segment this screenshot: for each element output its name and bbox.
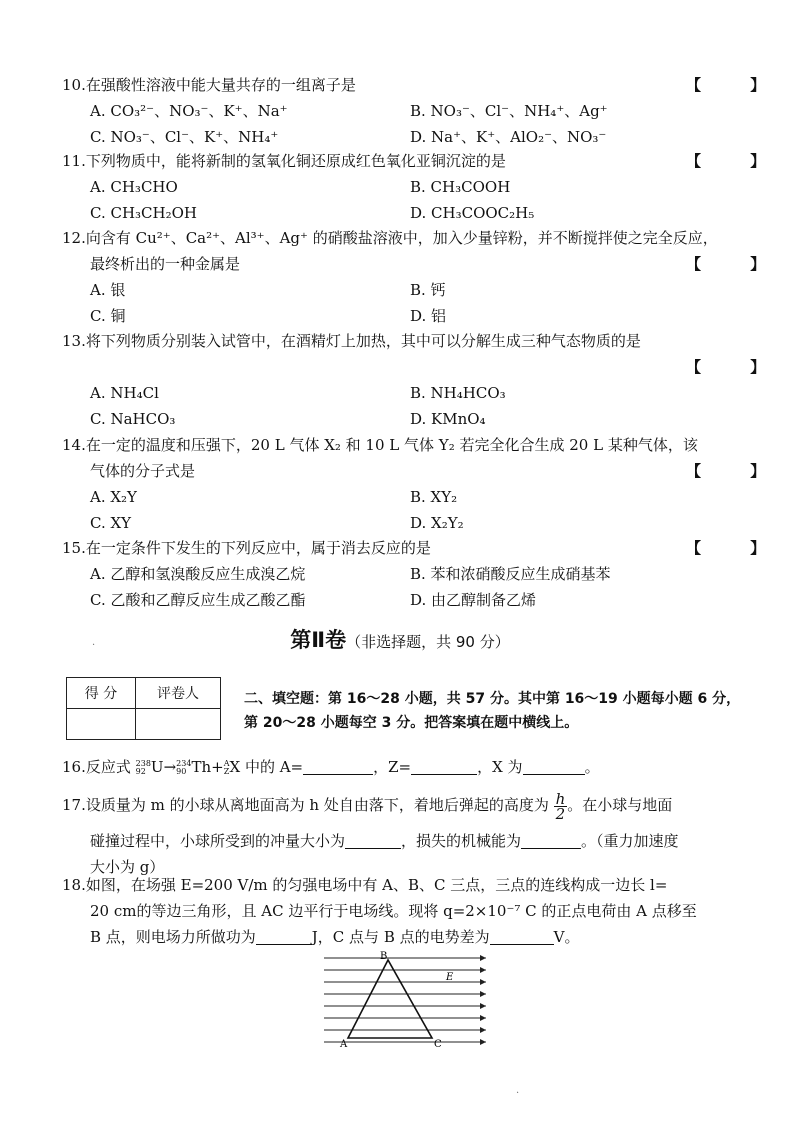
option-b[interactable]: B. 苯和浓硝酸反应生成硝基苯 <box>410 565 611 583</box>
option-a[interactable]: A. X₂Y <box>90 488 137 506</box>
question-stem: 15.在一定条件下发生的下列反应中，属于消去反应的是 <box>62 539 431 557</box>
question-stem-continued: 最终析出的一种金属是 <box>90 255 241 273</box>
question-stem: 10.在强酸性溶液中能大量共存的一组离子是 <box>62 76 356 94</box>
option-c[interactable]: C. 乙酸和乙醇反应生成乙酸乙酯 <box>90 591 306 609</box>
option-c[interactable]: C. XY <box>90 514 132 532</box>
question-stem: 12.向含有 Cu²⁺、Ca²⁺、Al³⁺、Ag⁺ 的硝酸盐溶液中，加入少量锌粉，并不断搅拌使之完全反应， <box>62 229 718 247</box>
section-heading: 第Ⅱ卷 <box>290 628 347 652</box>
section-instructions: 二、填空题：第 16～28 小题，共 57 分。其中第 16～19 小题每小题 6 分，第 20～28 小题每空 3 分。把答案填在题中横线上。 <box>244 691 741 731</box>
option-b[interactable]: B. XY₂ <box>410 488 458 506</box>
section-title <box>0 624 800 654</box>
question-12 <box>62 225 788 329</box>
answer-blank-x[interactable] <box>523 758 585 775</box>
score-cell[interactable] <box>67 709 136 740</box>
x-nuclide: A Z <box>223 759 230 776</box>
answer-bracket[interactable]: 【 】 <box>686 76 788 94</box>
question-11 <box>62 148 788 226</box>
option-a[interactable]: A. 乙醇和氢溴酸反应生成溴乙烷 <box>90 565 306 583</box>
option-d[interactable]: D. KMnO₄ <box>410 410 486 428</box>
question-18: 18.如图，在场强 E=200 V/m 的匀强电场中有 A、B、C 三点，三点的连线构成一边长 l= 20 cm的等边三角形，且 AC 边平行于电场线。现将 q=2×10⁻⁷ C 的正点电荷由 A 点移至 B 点，则电场力所做功为 J，C 点与 B 点的电势差为 V。 <box>62 876 697 946</box>
point-b-label: B <box>380 951 388 962</box>
option-d[interactable]: D. 由乙醇制备乙烯 <box>410 591 537 609</box>
answer-blank-work[interactable] <box>256 928 312 945</box>
question-16: 16.反应式 238 92 U→ 234 90 Th+ A Z X 中的 A= ，Z= ，X 为 。 <box>62 758 600 776</box>
question-10 <box>62 72 788 150</box>
uranium-nuclide: 238 92 <box>135 759 151 776</box>
option-c[interactable]: C. NO₃⁻、Cl⁻、K⁺、NH₄⁺ <box>90 128 279 146</box>
grader-cell[interactable] <box>136 709 221 740</box>
answer-blank-impulse[interactable] <box>345 832 401 849</box>
option-b[interactable]: B. NH₄HCO₃ <box>410 384 506 402</box>
option-c[interactable]: C. NaHCO₃ <box>90 410 176 428</box>
option-a[interactable]: A. CO₃²⁻、NO₃⁻、K⁺、Na⁺ <box>90 102 288 120</box>
fraction-h-over-2: $\frac{h}{2}$ <box>555 789 566 823</box>
field-e-label: E <box>446 972 454 983</box>
arrow-icon: → <box>163 758 177 776</box>
answer-bracket[interactable]: 【 】 <box>686 255 788 273</box>
question-13 <box>62 328 788 432</box>
score-label: 得 分 <box>67 678 136 709</box>
option-a[interactable]: A. 银 <box>90 281 126 299</box>
option-d[interactable]: D. CH₃COOC₂H₅ <box>410 204 535 222</box>
answer-blank-z[interactable] <box>411 758 477 775</box>
answer-bracket[interactable]: 【 】 <box>686 152 788 170</box>
answer-bracket[interactable]: 【 】 <box>686 462 788 480</box>
option-b[interactable]: B. 钙 <box>410 281 446 299</box>
electric-field-diagram <box>318 950 493 1050</box>
question-14 <box>62 432 788 536</box>
point-c-label: C <box>434 1039 442 1050</box>
option-b[interactable]: B. CH₃COOH <box>410 178 511 196</box>
option-d[interactable]: D. X₂Y₂ <box>410 514 464 532</box>
answer-blank-energy[interactable] <box>521 832 581 849</box>
option-a[interactable]: A. NH₄Cl <box>90 384 159 402</box>
option-c[interactable]: C. CH₃CH₂OH <box>90 204 197 222</box>
answer-bracket[interactable]: 【 】 <box>686 539 788 557</box>
score-table <box>66 677 221 740</box>
question-stem: 11.下列物质中，能将新制的氢氧化铜还原成红色氧化亚铜沉淀的是 <box>62 152 506 170</box>
equilateral-triangle <box>348 960 432 1038</box>
option-d[interactable]: D. 铝 <box>410 307 447 325</box>
thorium-nuclide: 234 90 <box>176 759 192 776</box>
question-stem-continued: 气体的分子式是 <box>90 462 196 480</box>
section-subheading: （非选择题，共 90 分） <box>346 633 510 651</box>
option-a[interactable]: A. CH₃CHO <box>90 178 178 196</box>
speck: · <box>92 640 96 651</box>
answer-bracket[interactable]: 【 】 <box>686 358 788 376</box>
question-15 <box>62 535 788 613</box>
question-stem: 13.将下列物质分别装入试管中，在酒精灯上加热，其中可以分解生成三种气态物质的是 <box>62 332 641 350</box>
answer-blank-potential[interactable] <box>490 928 554 945</box>
answer-blank-a[interactable] <box>303 758 373 775</box>
option-d[interactable]: D. Na⁺、K⁺、AlO₂⁻、NO₃⁻ <box>410 128 607 146</box>
question-text: 16.反应式 <box>62 758 131 776</box>
option-b[interactable]: B. NO₃⁻、Cl⁻、NH₄⁺、Ag⁺ <box>410 102 608 120</box>
speck: · <box>516 1088 520 1099</box>
option-c[interactable]: C. 铜 <box>90 307 126 325</box>
question-17: 17.设质量为 m 的小球从离地面高为 h 处自由落下，着地后弹起的高度为 $\frac{h}{2}$ 。在小球与地面 碰撞过程中，小球所受到的冲量大小为 ，损失的机械能为 。（重力加速度 大小为 g） <box>62 789 679 876</box>
point-a-label: A <box>340 1039 348 1050</box>
question-stem: 14.在一定的温度和压强下，20 L 气体 X₂ 和 10 L 气体 Y₂ 若完全化合生成 20 L 某种气体，该 <box>62 436 698 454</box>
grader-label: 评卷人 <box>136 678 221 709</box>
